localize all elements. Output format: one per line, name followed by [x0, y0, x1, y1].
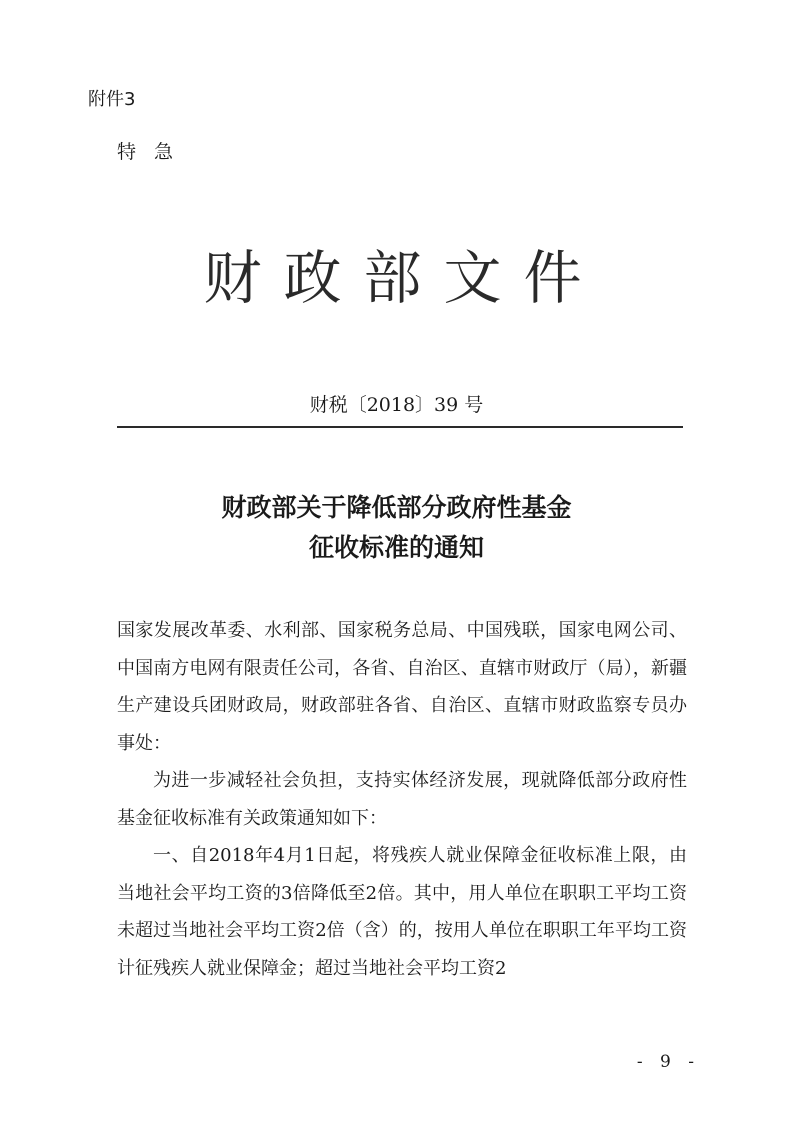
page-number: - 9 -: [636, 1052, 700, 1072]
document-body: [117, 612, 687, 987]
policy-paragraph-1: 一、自2018年4月1日起，将残疾人就业保障金征收标准上限，由当地社会平均工资的3倍降低至2倍。其中，用人单位在职职工平均工资未超过当地社会平均工资2倍（含）的，按用人单位在职职工年平均工资计征残疾人就业保障金；超过当地社会平均工资2: [117, 845, 687, 979]
notice-title-line-2: 征收标准的通知: [308, 533, 484, 562]
notice-title: [0, 488, 793, 568]
header-divider: [117, 426, 683, 428]
attachment-label: 附件3: [88, 89, 136, 110]
intro-paragraph: 为进一步减轻社会负担，支持实体经济发展，现就降低部分政府性基金征收标准有关政策通知如下：: [117, 770, 687, 829]
issuer-title: 财政部文件: [203, 244, 604, 312]
urgency-label: 特急: [117, 141, 192, 163]
notice-title-line-1: 财政部关于降低部分政府性基金: [221, 493, 572, 522]
recipients-paragraph: 国家发展改革委、水利部、国家税务总局、中国残联，国家电网公司、中国南方电网有限责任公司，各省、自治区、直辖市财政厅（局），新疆生产建设兵团财政局，财政部驻各省、自治区、直辖市财政监察专员办事处：: [117, 620, 687, 754]
document-number: 财税〔2018〕39 号: [309, 394, 484, 416]
